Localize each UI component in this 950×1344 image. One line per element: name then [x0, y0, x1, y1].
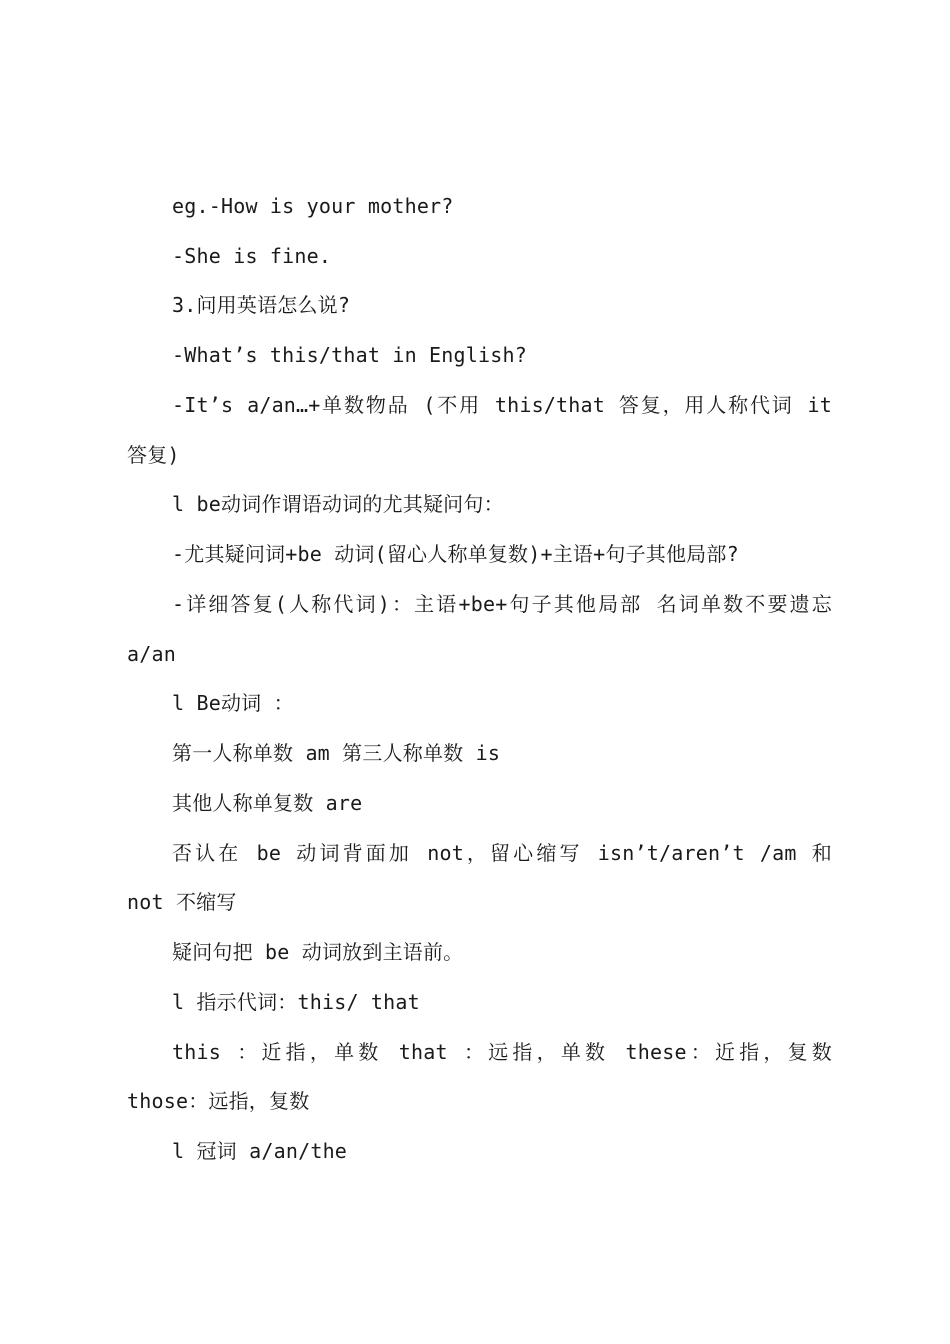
text-line: 答复)	[127, 443, 180, 467]
text-line: this ：近指，单数 that ：远指，单数 these：近指，复数	[172, 1040, 832, 1064]
text-line: -详细答复(人称代词)：主语+be+句子其他局部 名词单数不要遗忘	[172, 592, 832, 616]
text-line: a/an	[127, 642, 176, 666]
text-line: 第一人称单数 am 第三人称单数 is	[172, 741, 501, 765]
text-line: l Be动词 ：	[172, 691, 294, 715]
text-line: -尤其疑问词+be 动词(留心人称单复数)+主语+句子其他局部?	[172, 542, 739, 566]
text-line: 否认在 be 动词背面加 not，留心缩写 isn’t/aren’t /am 和	[172, 841, 832, 865]
text-line: 疑问句把 be 动词放到主语前。	[172, 940, 464, 964]
text-line: -She is fine.	[172, 244, 332, 268]
text-line: -It’s a/an…+单数物品 (不用 this/that 答复，用人称代词 it	[172, 393, 832, 417]
text-line: eg.-How is your mother?	[172, 194, 454, 218]
text-line: not 不缩写	[127, 890, 237, 914]
text-line: 3.问用英语怎么说?	[172, 293, 351, 317]
text-line: those：远指，复数	[127, 1089, 310, 1113]
text-line: l 指示代词：this/ that	[172, 990, 420, 1014]
text-line: l be动词作谓语动词的尤其疑问句：	[172, 492, 504, 516]
text-line: l 冠词 a/an/the	[172, 1139, 348, 1163]
text-line: 其他人称单复数 are	[172, 791, 363, 815]
text-line: -What’s this/that in English?	[172, 343, 527, 367]
